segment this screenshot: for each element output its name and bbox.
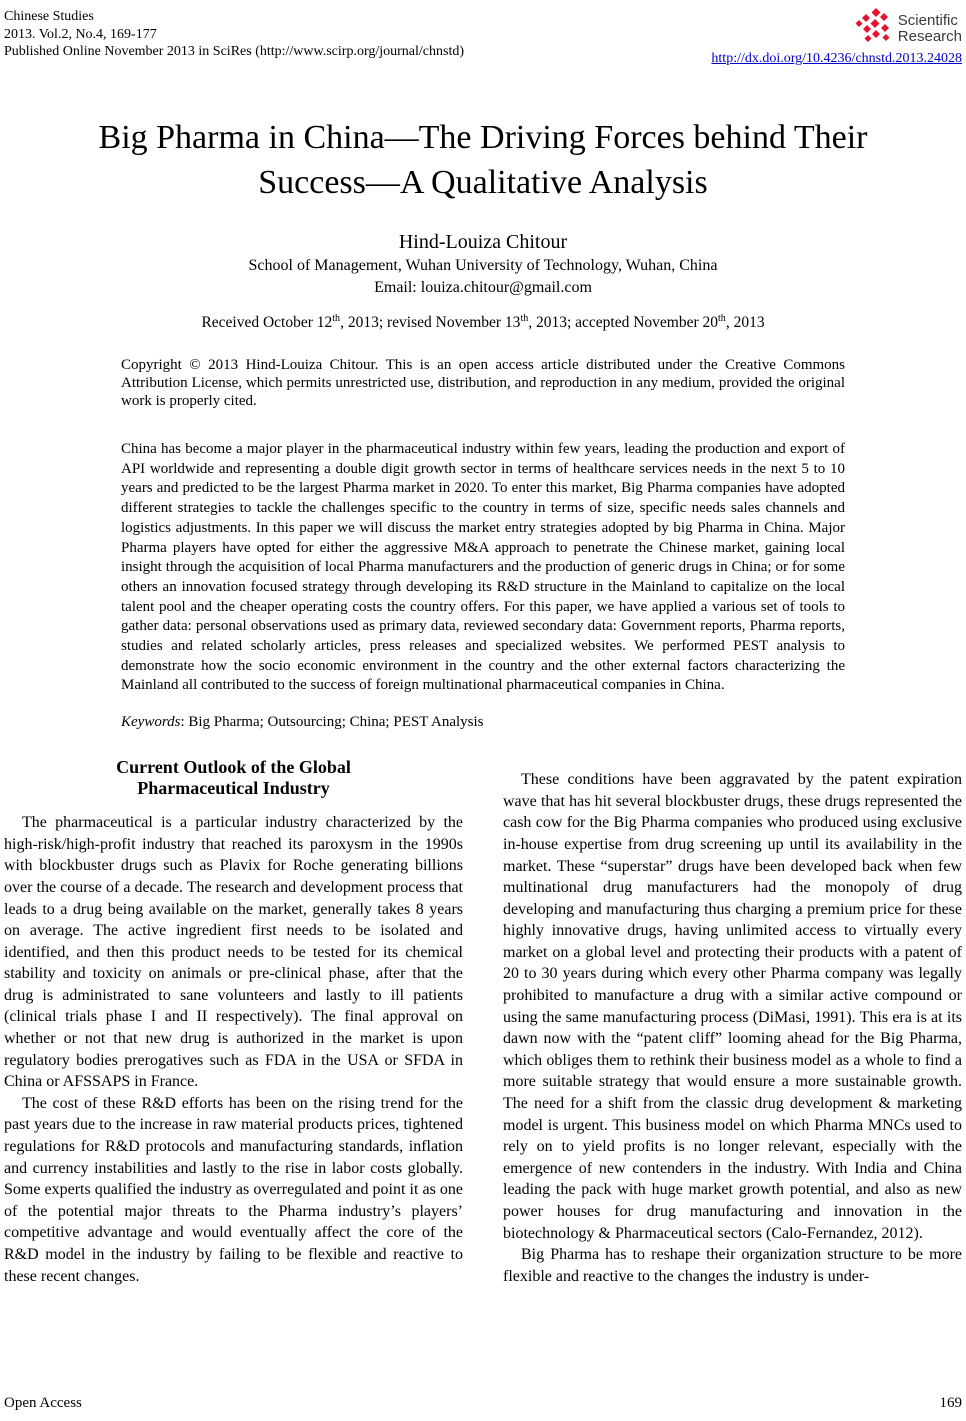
page-footer xyxy=(4,1395,962,1412)
logo-word-scientific: Scientific xyxy=(897,12,958,29)
author-affiliation: School of Management, Wuhan University of Technology, Wuhan, China xyxy=(248,257,718,274)
volume-info: 2013. Vol.2, No.4, 169-177 xyxy=(4,26,157,42)
journal-name: Chinese Studies xyxy=(4,9,94,24)
abstract-text: China has become a major player in the pharmaceutical industry within few years, leading the production and export of API worldwide and representing a double digit growth sector in terms of healthcare services needs in the next 5 to 10 years and predicted to be the largest Pharma market in 2020. To enter this market, Big Pharma companies have adopted different strategies to tackle the challenges specific to the country in terms of size, specific needs sales channels and logistics adjustments. In this paper we will discuss the market entry strategies adopted by big Pharma in China. Major Pharma players have opted for either the aggressive M&A approach to penetrate the Chinese market, gaining local insight through the acquisition of local Pharma manufacturers and the production of generic drugs in China; or for some others an innovation focused strategy through developing its R&D structure in the Mainland to capitalize on the local talent pool and the cheaper operating costs the country offers. For this paper, we have applied a various set of tools to gather data: personal observations used as primary data, reviewed secondary data: Government reports, Pharma reports, studies and related scholarly articles, press releases and specialized websites. We performed PEST analysis to demonstrate how the socio economic environment in the country and the other external factors characterizing the Mainland all contributed to the success of foreign multinational pharmaceutical companies in China. xyxy=(121,441,845,694)
left-column xyxy=(4,757,463,1287)
section-heading: Current Outlook of the Global Pharmaceutical Industry xyxy=(116,757,351,799)
keywords-list: : Big Pharma; Outsourcing; China; PEST Analysis xyxy=(180,714,484,731)
logo-wordmark xyxy=(898,13,962,44)
ordinal-superscript: th xyxy=(520,312,529,324)
article-title: Big Pharma in China—The Driving Forces behind Their Success—A Qualitative Analysis xyxy=(98,119,868,201)
received-text: , 2013; revised November 13 xyxy=(340,314,521,331)
keywords-label: Keywords xyxy=(121,714,181,731)
page-header xyxy=(4,8,962,67)
body-paragraph: The cost of these R&D efforts has been on the rising trend for the past years due to the increase in raw material products prices, tightened regulations for R&D protocols and manufacturing standards, inflation and currency instabilities and lastly to the rise in labor costs globally. Some experts qualified the industry as overregulated and point it as one of the potential major threats to the Pharma industry’s players’ competitive advantage and would eventually affect the core of the R&D model in the industry by failing to be flexible and reactive to these recent changes. xyxy=(4,1094,463,1285)
diamond-cluster-icon xyxy=(855,8,893,49)
received-text: , 2013 xyxy=(725,314,765,331)
journal-info xyxy=(4,8,464,61)
logo-word-research: Research xyxy=(897,27,962,45)
body-paragraph: The pharmaceutical is a particular industry characterized by the high-risk/high-profit industry that reached its paroxysm in the 1990s with blockbuster drugs such as Plavix for Roche generating billions over the course of a decade. The research and development process that leads to a drug being available on the market, generally takes 8 years on average. The active ingredient first needs to be isolated and identified, and then this product needs to be tested for its chemical stability and toxicity on animals or pre-clinical phase, after that the drug is administrated to sane volunteers and lastly to ill patients (clinical trials phase I and II respectively). The final approval on whether or not that new drug is authorized in the market is upon regulatory bodies prerogatives such as FDA in the USA or SFDA in China or AFSSAPS in France. xyxy=(4,814,463,1091)
ordinal-superscript: th xyxy=(332,312,341,324)
received-text: , 2013; accepted November 20 xyxy=(528,314,719,331)
article-body xyxy=(4,757,962,1287)
keywords-line xyxy=(121,714,845,731)
ordinal-superscript: th xyxy=(718,312,726,324)
received-text: Received October 12 xyxy=(201,314,333,331)
doi-link[interactable]: http://dx.doi.org/10.4236/chnstd.2013.24028 xyxy=(711,51,962,66)
page-number: 169 xyxy=(939,1395,962,1411)
body-paragraph: These conditions have been aggravated by the patent expiration wave that has hit several blockbuster drugs, these drugs represented the cash cow for the Big Pharma companies who produced using exclusive in-house expertise from drug screening up until its availability in the market. These “superstar” drugs have been developed back when few multinational drug manufacturers had the monopoly of drug developing and manufacturing thus charging a premium price for these highly innovative drugs, having unlimited access to virtually every market on a global level and protecting their products with a patent of 20 to 30 years during which every other Pharma company was legally prohibited to manufacture a drug with a similar active compound or using the same manufacturing process (DiMasi, 1991). This era is at its dawn now with the “patent cliff” looming ahead for the Big Pharma, which obliges them to rethink their business model as a whole to find a more suitable strategy that would ensure a more sustainable growth. The need for a shift from the classic drug development & marketing model is urgent. This business model on which Pharma MNCs used to rely on to yield profits is no longer relevant, especially with the emergence of new contenders in the industry. With India and China leading the pack with huge market growth potential, and also as new power houses for drug manufacturing and innovation in the biotechnology & Pharmaceutical sectors (Calo-Fernandez, 2012). xyxy=(503,771,962,1242)
scientific-research-logo xyxy=(855,8,962,49)
body-paragraph: Big Pharma has to reshape their organization structure to be more flexible and reactive to the changes the industry is under- xyxy=(503,1246,962,1285)
header-right xyxy=(711,8,962,67)
received-line xyxy=(4,314,962,332)
open-access-label: Open Access xyxy=(4,1395,82,1411)
right-column xyxy=(503,757,962,1287)
copyright-notice: Copyright © 2013 Hind-Louiza Chitour. This is an open access article distributed under the Creative Commons Attribution License, which permits unrestricted use, distribution, and reproduction in any medium, provided the original work is properly cited. xyxy=(121,357,845,409)
author-email: Email: louiza.chitour@gmail.com xyxy=(374,278,592,296)
author-name: Hind-Louiza Chitour xyxy=(398,231,568,253)
published-line: Published Online November 2013 in SciRes (http://www.scirp.org/journal/chnstd) xyxy=(4,44,465,59)
author-block xyxy=(4,229,962,298)
